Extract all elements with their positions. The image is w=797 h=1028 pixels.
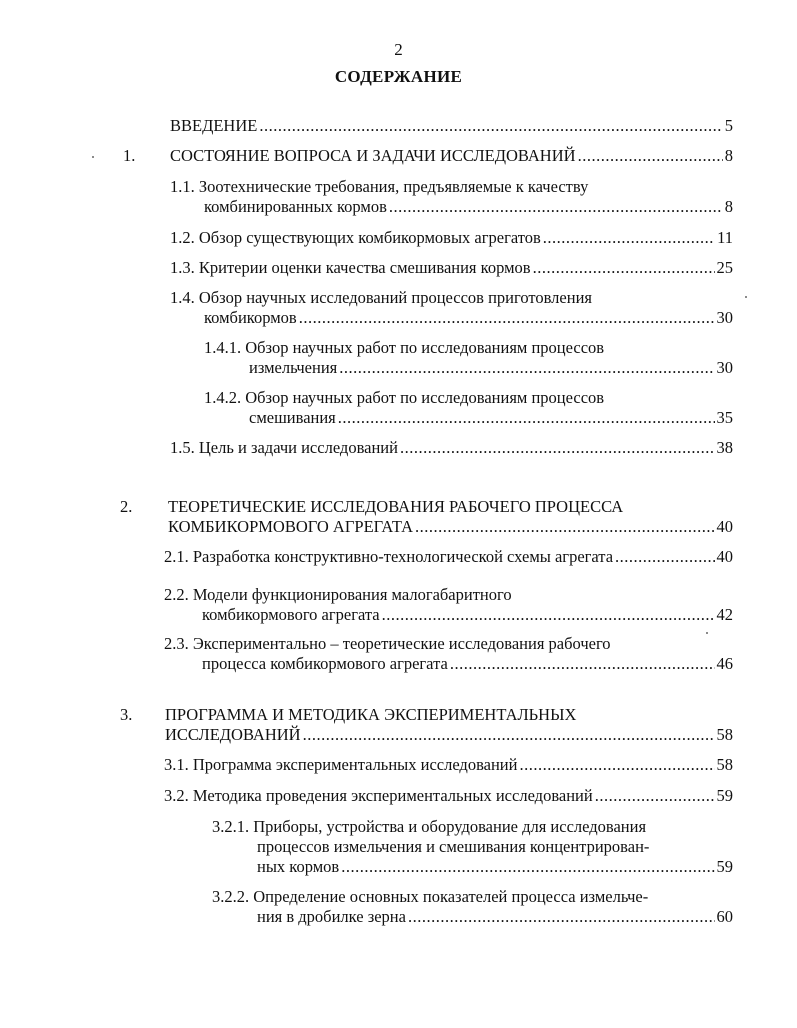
toc-entry-3-2-1-line1[interactable]: [212, 817, 646, 837]
leader-dots: [415, 517, 714, 537]
toc-entry-1-3[interactable]: [170, 258, 733, 278]
toc-title: комбинированных кормов: [204, 197, 387, 216]
toc-entry-3-2-2-line1[interactable]: [212, 887, 648, 907]
leader-dots: [303, 725, 715, 745]
toc-title: ния в дробилке зерна: [257, 907, 406, 926]
toc-page: 58: [716, 755, 733, 774]
leader-dots: [299, 308, 715, 328]
toc-title: 3.2. Методика проведения экспериментальных исследований: [164, 786, 593, 805]
toc-page: 35: [716, 408, 733, 427]
toc-page: 8: [724, 146, 733, 165]
toc-title: комбикормов: [204, 308, 297, 327]
toc-entry-1-4-1[interactable]: [249, 358, 733, 378]
toc-entry-chapter-1[interactable]: [170, 146, 733, 166]
toc-page: 59: [716, 857, 733, 876]
toc-page: 40: [716, 547, 733, 566]
toc-title: 3.2.1. Приборы, устройства и оборудование для исследования: [212, 817, 647, 836]
toc-title: процесса комбикормового агрегата: [202, 654, 448, 673]
toc-page: 11: [717, 228, 733, 247]
toc-title: комбикормового агрегата: [202, 605, 380, 624]
chapter-number: 3.: [120, 705, 133, 724]
leader-dots: [533, 258, 715, 278]
toc-title: ВВЕДЕНИЕ: [170, 116, 258, 135]
leader-dots: [341, 857, 714, 877]
page-number: 2: [394, 40, 403, 59]
toc-title: ИССЛЕДОВАНИЙ: [165, 725, 301, 744]
toc-title: ТЕОРЕТИЧЕСКИЕ ИССЛЕДОВАНИЯ РАБОЧЕГО ПРОЦЕССА: [168, 497, 624, 516]
toc-title: процессов измельчения и смешивания концентрирован-: [257, 837, 650, 856]
toc-page: 58: [716, 725, 733, 744]
leader-dots: [450, 654, 715, 674]
toc-entry-1-1-line1[interactable]: [170, 177, 588, 197]
toc-title: ных кормов: [257, 857, 340, 876]
leader-dots: [578, 146, 723, 166]
toc-entry-2-3-line1[interactable]: [164, 634, 611, 654]
toc-page: 8: [724, 197, 733, 216]
leader-dots: [259, 116, 722, 136]
toc-title: 1.1. Зоотехнические требования, предъявляемые к качеству: [170, 177, 589, 196]
toc-entry-2-1[interactable]: [164, 547, 733, 567]
toc-title: 2.2. Модели функционирования малогабаритного: [164, 585, 512, 604]
toc-title: 1.4.1. Обзор научных работ по исследованиям процессов: [204, 338, 605, 357]
toc-entry-1-4-2[interactable]: [249, 408, 733, 428]
toc-entry-2-2[interactable]: [202, 605, 733, 625]
toc-entry-3-2-1[interactable]: [257, 857, 733, 877]
toc-title: ПРОГРАММА И МЕТОДИКА ЭКСПЕРИМЕНТАЛЬНЫХ: [165, 705, 577, 724]
toc-title: 1.4. Обзор научных исследований процессов приготовления: [170, 288, 592, 307]
scan-speck: [706, 632, 708, 634]
toc-title: 1.2. Обзор существующих комбикормовых агрегатов: [170, 228, 541, 247]
leader-dots: [595, 786, 715, 806]
toc-entry-chapter-2-line1[interactable]: [168, 497, 623, 517]
toc-page: 59: [716, 786, 733, 805]
toc-entry-2-3[interactable]: [202, 654, 733, 674]
toc-entry-3-2-1-line2[interactable]: [257, 837, 649, 857]
scan-speck: [745, 296, 747, 298]
leader-dots: [615, 547, 714, 567]
chapter-number: 1.: [123, 146, 136, 165]
toc-page: 25: [716, 258, 733, 277]
toc-title: 1.3. Критерии оценки качества смешивания кормов: [170, 258, 531, 277]
toc-entry-3-1[interactable]: [164, 755, 733, 775]
chapter-number: 2.: [120, 497, 133, 516]
toc-page: 60: [716, 907, 733, 926]
leader-dots: [338, 408, 715, 428]
toc-entry-2-2-line1[interactable]: [164, 585, 512, 605]
toc-entry-1-1[interactable]: [204, 197, 733, 217]
toc-page: 38: [716, 438, 733, 457]
toc-entry-1-4-2-line1[interactable]: [204, 388, 604, 408]
leader-dots: [339, 358, 714, 378]
leader-dots: [382, 605, 715, 625]
toc-entry-1-4-1-line1[interactable]: [204, 338, 604, 358]
toc-title: 1.5. Цель и задачи исследований: [170, 438, 398, 457]
leader-dots: [408, 907, 715, 927]
leader-dots: [519, 755, 714, 775]
toc-page: 5: [724, 116, 733, 135]
toc-title: 2.1. Разработка конструктивно-технологической схемы агрегата: [164, 547, 614, 566]
toc-title: СОСТОЯНИЕ ВОПРОСА И ЗАДАЧИ ИССЛЕДОВАНИЙ: [170, 146, 576, 165]
toc-entry-chapter-2[interactable]: [168, 517, 733, 537]
toc-title: измельчения: [249, 358, 338, 377]
toc-entry-3-2[interactable]: [164, 786, 733, 806]
toc-entry-3-2-2[interactable]: [257, 907, 733, 927]
toc-page: 46: [716, 654, 733, 673]
toc-page: 30: [716, 308, 733, 327]
toc-title: 2.3. Экспериментально – теоретические исследования рабочего: [164, 634, 611, 653]
toc-page: 42: [716, 605, 733, 624]
toc-entry-chapter-3-line1[interactable]: [165, 705, 576, 725]
leader-dots: [389, 197, 723, 217]
leader-dots: [400, 438, 715, 458]
toc-title: 3.2.2. Определение основных показателей процесса измельче-: [212, 887, 649, 906]
toc-page: 40: [716, 517, 733, 536]
toc-title: 3.1. Программа экспериментальных исследований: [164, 755, 518, 774]
toc-entry-1-5[interactable]: [170, 438, 733, 458]
toc-title: смешивания: [249, 408, 336, 427]
toc-entry-1-4[interactable]: [204, 308, 733, 328]
toc-entry-intro[interactable]: [170, 116, 733, 136]
toc-title: КОМБИКОРМОВОГО АГРЕГАТА: [168, 517, 414, 536]
page-title: СОДЕРЖАНИЕ: [334, 67, 463, 86]
toc-entry-chapter-3[interactable]: [165, 725, 733, 745]
leader-dots: [543, 228, 715, 248]
toc-title: 1.4.2. Обзор научных работ по исследованиям процессов: [204, 388, 605, 407]
scan-speck: [92, 156, 94, 158]
toc-entry-1-2[interactable]: [170, 228, 733, 248]
toc-entry-1-4-line1[interactable]: [170, 288, 592, 308]
toc-page: 30: [716, 358, 733, 377]
